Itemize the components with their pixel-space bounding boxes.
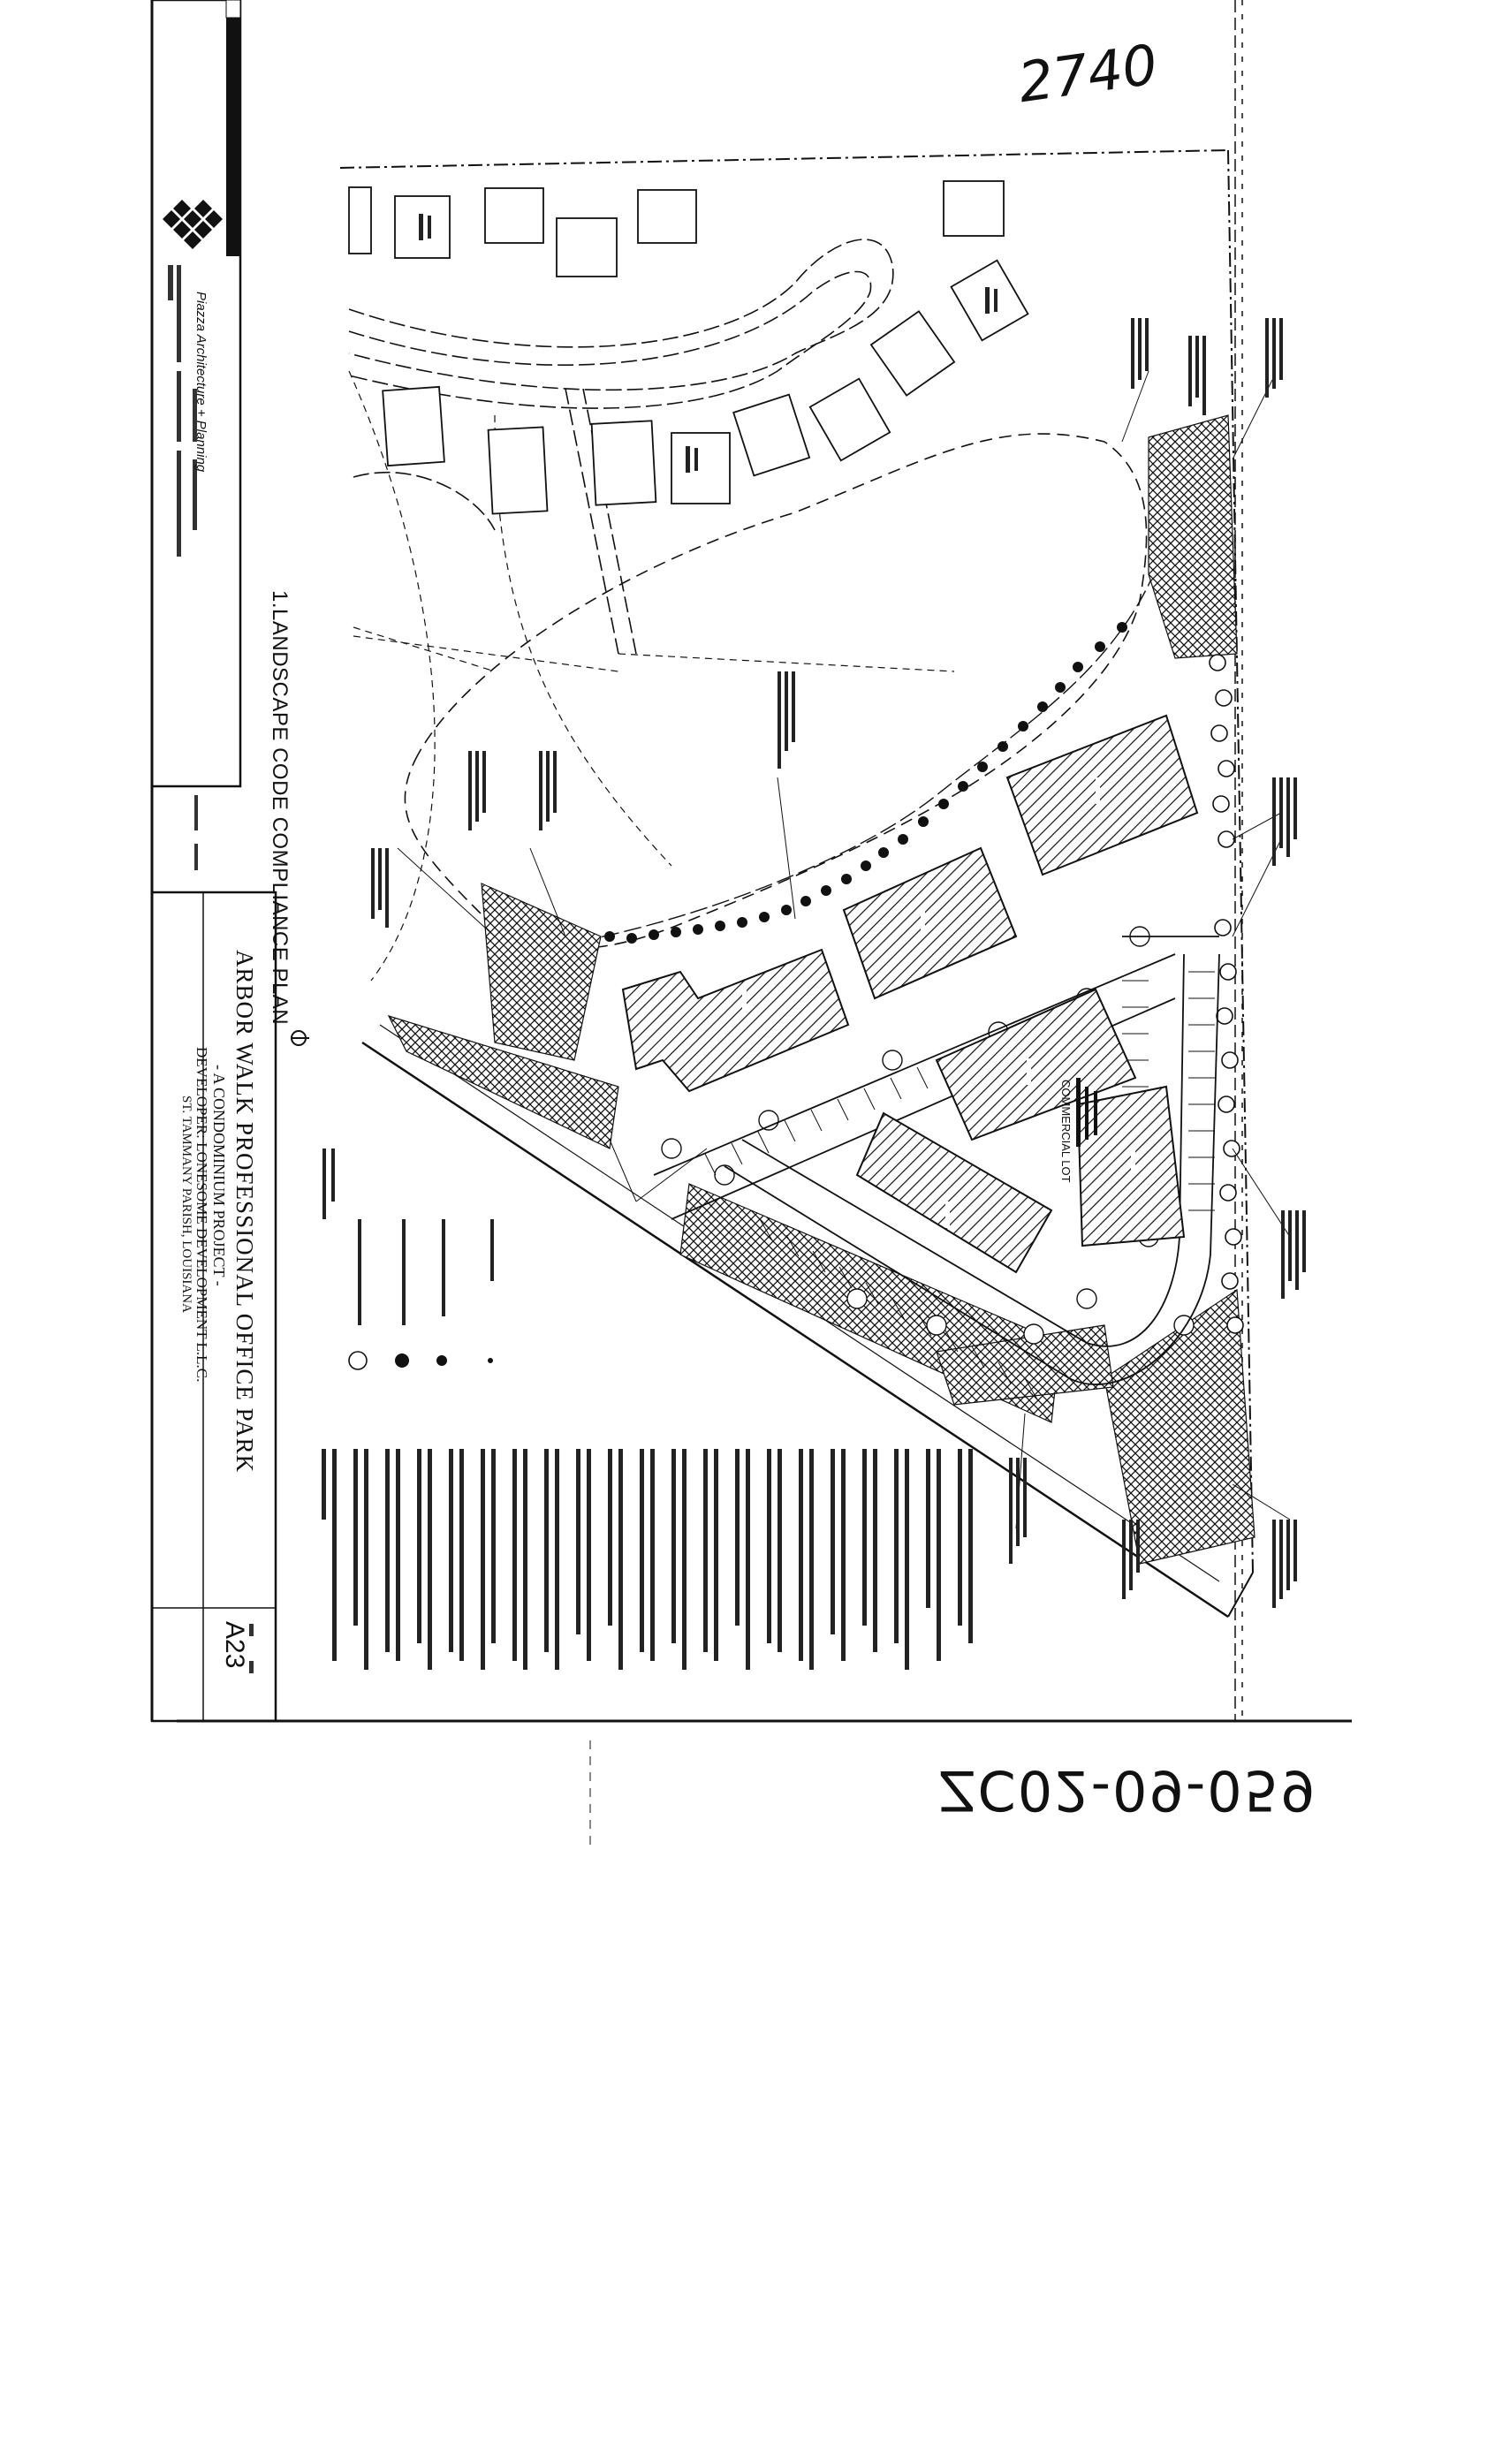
street-trees [1210,655,1243,1333]
sheet-number: A23 [220,1621,249,1669]
legend [322,1149,494,1369]
handwritten-case-number: ZC02-09-059 [938,1758,1317,1823]
sheet-border [152,0,1352,1846]
firm-logo-icon [163,200,223,249]
building-6 [857,1113,1051,1272]
commercial-lot-text: COMMERCIAL LOT [1059,1080,1073,1183]
developer-line: DEVELOPER: LONESOME DEVELOPMENT L.L.C. [193,1047,210,1383]
building-1 [623,950,848,1091]
firm-name: Piazza Architecture + Planning [193,292,209,473]
building-2 [844,848,1016,998]
north-arrow-icon [292,1031,309,1045]
office-buildings [623,716,1197,1272]
notes-block [322,1449,973,1670]
project-title: ARBOR WALK PROFESSIONAL OFFICE PARK [231,950,258,1474]
building-3 [1007,716,1197,875]
drawing-title: 1.LANDSCAPE CODE COMPLIANCE PLAN [268,590,292,1026]
handwritten-sheet-number: 2740 [1014,32,1162,116]
project-subtitle: - A CONDOMINIUM PROJECT - [210,1065,228,1286]
project-location: ST. TAMMANY PARISH, LOUISIANA [179,1096,193,1313]
